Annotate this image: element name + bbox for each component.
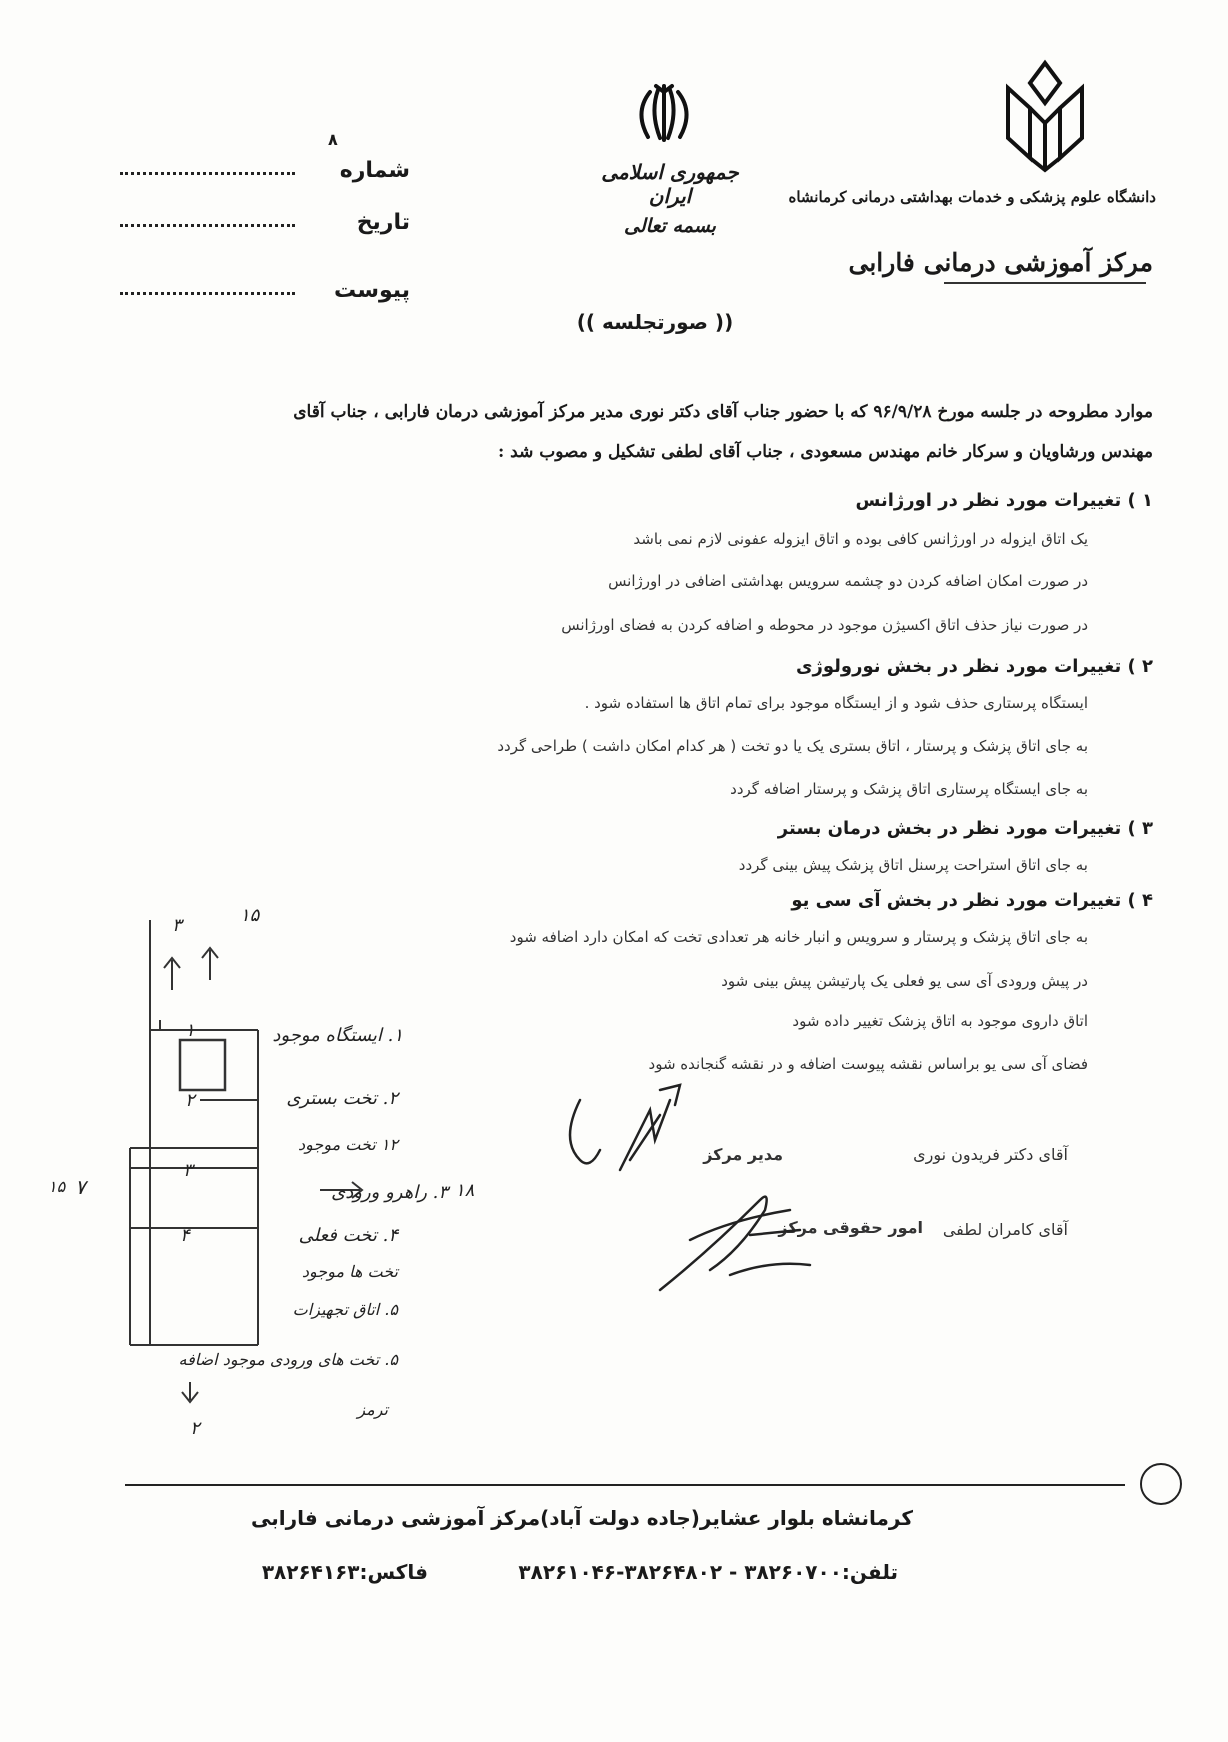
sketch-label-9: ۷ <box>75 1175 86 1199</box>
sketch-label-3: ۳ <box>183 1160 193 1181</box>
sketch-label-10: ۱۵ <box>48 1177 66 1196</box>
section-4-item-3: اتاق داروی موجود به اتاق پزشک تغییر داده شود <box>792 1012 1088 1030</box>
footer-address: کرمانشاه بلوار عشایر(جاده دولت آباد)مرکز آموزشی درمانی فارابی <box>251 1506 913 1530</box>
sketch-label-7: ۱۵ <box>240 905 260 926</box>
signer-2-role: امور حقوقی مرکز <box>778 1218 923 1237</box>
section-4-item-4: فضای آی سی یو براساس نقشه پیوست اضافه و در نقشه گنجانده شود <box>648 1055 1088 1073</box>
section-2-item-3: به جای ایستگاه پرستاری اتاق پزشک و پرستار اضافه گردد <box>730 780 1088 798</box>
footer-phone: تلفن:۳۸۲۶۰۷۰۰ - ۳۸۲۶۴۸۰۲-۳۸۲۶۱۰۴۶ <box>518 1560 898 1584</box>
sketch-label-2: ۲ <box>185 1090 195 1111</box>
sketch-note-4: ۳. راهرو ورودی <box>331 1182 448 1203</box>
sketch-note-7: ۵. اتاق تجهیزات <box>292 1300 398 1319</box>
floor-plan-sketch <box>60 890 480 1420</box>
date-label: تاریخ <box>356 210 410 235</box>
section-2-item-1: ایستگاه پرستاری حذف شود و از ایستگاه موجود برای تمام اتاق ها استفاده شود . <box>584 694 1088 712</box>
section-4-item-1: به جای اتاق پزشک و پرستار و سرویس و انبار خانه هر تعدادی تخت که امکان دارد اضافه شود <box>509 928 1088 946</box>
attachment-field <box>120 292 295 295</box>
section-2-title: ۲ ) تغییرات مورد نظر در بخش نورولوژی <box>796 656 1153 677</box>
signature-1-icon <box>560 1080 760 1180</box>
sketch-note-6: تخت ها موجود <box>301 1262 398 1281</box>
date-field <box>120 224 295 227</box>
sketch-note-1: ۱. ایستگاه موجود <box>272 1025 403 1046</box>
footer-circle-icon <box>1140 1463 1182 1505</box>
section-4-title: ۴ ) تغییرات مورد نظر در بخش آی سی یو <box>791 890 1153 911</box>
center-name: مرکز آموزشی درمانی فارابی <box>848 248 1153 277</box>
sketch-note-3: ۱۲ تخت موجود <box>298 1135 398 1154</box>
university-line: دانشگاه علوم پزشکی و خدمات بهداشتی درمانی کرمانشاه <box>788 188 1156 206</box>
section-1-title: ۱ ) تغییرات مورد نظر در اورژانس <box>855 490 1153 511</box>
intro-line-1: موارد مطروحه در جلسه مورخ ۹۶/۹/۲۸ که با حضور جناب آقای دکتر نوری مدیر مرکز آموزشی درمان فارابی ، جناب آقای <box>293 402 1153 422</box>
signer-1-role: مدیر مرکز <box>703 1145 783 1164</box>
sketch-label-1: ۱ <box>185 1020 195 1041</box>
footer-rule <box>125 1484 1125 1486</box>
section-3-title: ۳ ) تغییرات مورد نظر در بخش درمان بستر <box>777 818 1153 839</box>
section-4-item-2: در پیش ورودی آی سی یو فعلی یک پارتیشن پیش بینی شود <box>721 972 1088 990</box>
signer-2-name: آقای کامران لطفی <box>942 1220 1068 1239</box>
section-1-item-2: در صورت امکان اضافه کردن دو چشمه سرویس بهداشتی اضافی در اورژانس <box>608 572 1088 590</box>
sketch-note-5: ۴. تخت فعلی <box>298 1225 398 1246</box>
number-field <box>120 172 295 175</box>
center-name-underline <box>944 282 1146 284</box>
sketch-label-6: ۳ <box>172 915 182 936</box>
sketch-label-4: ۴ <box>180 1225 190 1246</box>
attachment-label: پیوست <box>334 278 410 303</box>
signer-1-name: آقای دکتر فریدون نوری <box>913 1145 1068 1164</box>
document-title: (( صورتجلسه )) <box>576 310 734 334</box>
sketch-label-11: ۲ <box>190 1418 200 1439</box>
sketch-label-8: ۱۸ <box>455 1180 475 1201</box>
iran-emblem-icon <box>628 82 700 146</box>
section-3-item-1: به جای اتاق استراحت پرسنل اتاق پزشک پیش بینی گردد <box>738 856 1088 874</box>
intro-line-2: مهندس ورشاویان و سرکار خانم مهندس مسعودی ، جناب آقای لطفی تشکیل و مصوب شد : <box>497 442 1153 462</box>
section-2-item-2: به جای اتاق پزشک و پرستار ، اتاق بستری یک یا دو تخت ( هر کدام امکان داشت ) طراحی گردد <box>497 737 1088 755</box>
number-label: شماره <box>339 158 410 183</box>
bismillah-label: بسمه تعالی <box>624 215 716 237</box>
republic-label: جمهوری اسلامی ایران <box>601 160 739 208</box>
sketch-note-8: ۵. تخت های ورودی موجود اضافه <box>178 1350 398 1369</box>
signature-2-icon <box>650 1180 820 1300</box>
section-1-item-3: در صورت نیاز حذف اتاق اکسیژن موجود در محوطه و اضافه کردن به فضای اورژانس <box>561 616 1088 634</box>
section-1-item-1: یک اتاق ایزوله در اورژانس کافی بوده و اتاق ایزوله عفونی لازم نمی باشد <box>633 530 1088 548</box>
sketch-note-9: ترمز <box>357 1400 388 1419</box>
page-mark: ۸ <box>328 130 338 149</box>
footer-fax: فاکس:۳۸۲۶۴۱۶۳ <box>261 1560 428 1584</box>
sketch-note-2: ۲. تخت بستری <box>286 1088 398 1109</box>
university-logo-icon <box>1000 58 1090 183</box>
